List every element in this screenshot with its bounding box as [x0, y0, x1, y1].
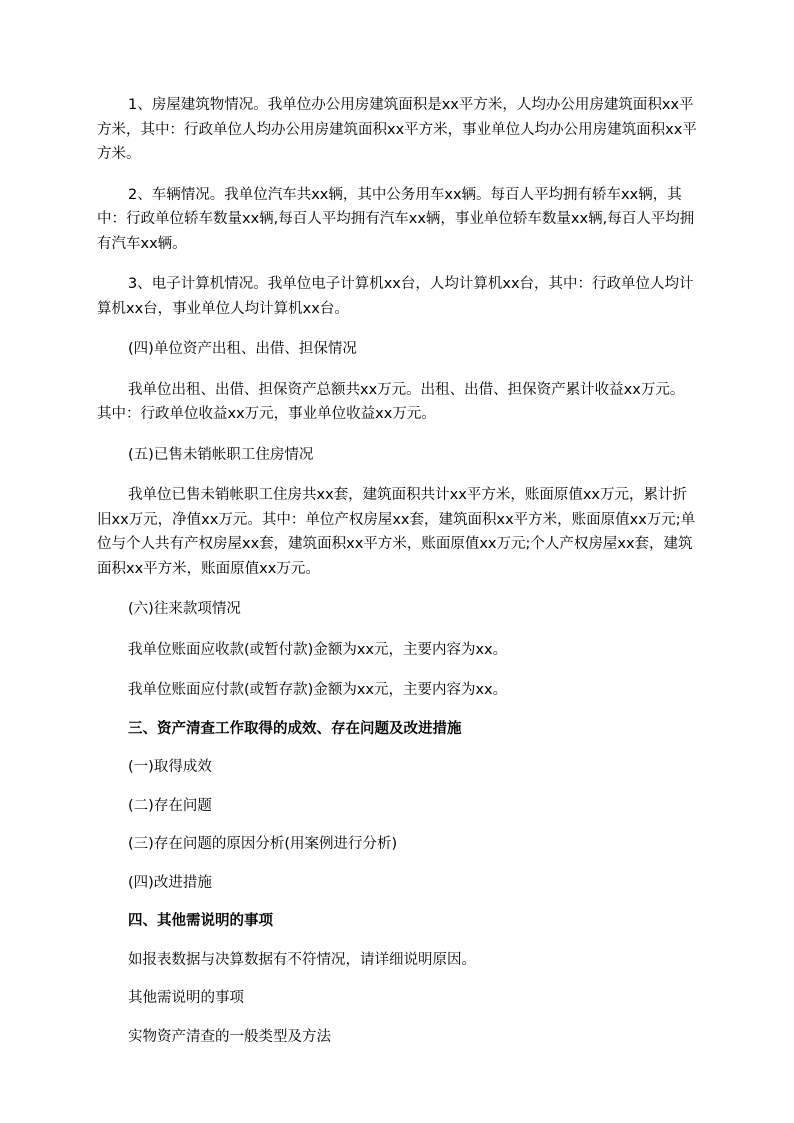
heading-accounts: (六)往来款项情况: [128, 601, 241, 617]
heading-improvements: (四)改进措施: [128, 874, 212, 891]
paragraph-lease-lend-guarantee: 我单位出租、出借、担保资产总额共xx万元。出租、出借、担保资产累计收益xx万元。其中：行政单位收益xx万元，事业单位收益xx万元。: [97, 381, 685, 422]
section-heading-3: 三、资产清查工作取得的成效、存在问题及改进措施: [128, 720, 462, 737]
heading-lease-lend-guarantee: (四)单位资产出租、出借、担保情况: [128, 341, 357, 357]
paragraph-housing: 1、房屋建筑物情况。我单位办公用房建筑面积是xx平方米，人均办公用房建筑面积xx平方米，其中：行政单位人均办公用房建筑面积xx平方米，事业单位人均办公用房建筑面积xx平方米。: [97, 97, 697, 162]
heading-results: (一)取得成效: [128, 759, 212, 775]
paragraph-other-matters: 其他需说明的事项: [128, 990, 244, 1006]
paragraph-vehicles: 2、车辆情况。我单位汽车共xx辆，其中公务用车xx辆。每百人平均拥有轿车xx辆，其中：行政单位轿车数量xx辆,每百人平均拥有汽车xx辆，事业单位轿车数量xx辆,每百人平均拥有汽车xx辆。: [97, 186, 695, 252]
document-body: [97, 93, 697, 1049]
paragraph-payables: 我单位账面应付款(或暂存款)金额为xx元，主要内容为xx。: [128, 682, 508, 698]
heading-staff-housing: (五)已售未销帐职工住房情况: [128, 446, 314, 463]
paragraph-staff-housing: 我单位已售未销帐职工住房共xx套，建筑面积共计xx平方米，账面原值xx万元，累计折旧xx万元，净值xx万元。其中：单位产权房屋xx套，建筑面积xx平方米，账面原值xx万元;单位与个人共有产权房屋xx套，建筑面积xx平方米，账面原值xx万元;个人产权房屋xx套，建筑面积xx平方米，账面原值xx万元。: [97, 487, 696, 577]
paragraph-physical-assets: 实物资产清查的一般类型及方法: [128, 1028, 331, 1045]
heading-cause-analysis: (三)存在问题的原因分析(用案例进行分析): [128, 836, 398, 852]
heading-problems: (二)存在问题: [128, 797, 212, 814]
section-heading-4: 四、其他需说明的事项: [128, 913, 273, 929]
paragraph-receivables: 我单位账面应收款(或暂付款)金额为xx元，主要内容为xx。: [128, 641, 508, 658]
paragraph-report-note: 如报表数据与决算数据有不符情况，请详细说明原因。: [128, 951, 476, 968]
paragraph-computers: 3、电子计算机情况。我单位电子计算机xx台，人均计算机xx台，其中：行政单位人均计算机xx台，事业单位人均计算机xx台。: [97, 276, 694, 317]
